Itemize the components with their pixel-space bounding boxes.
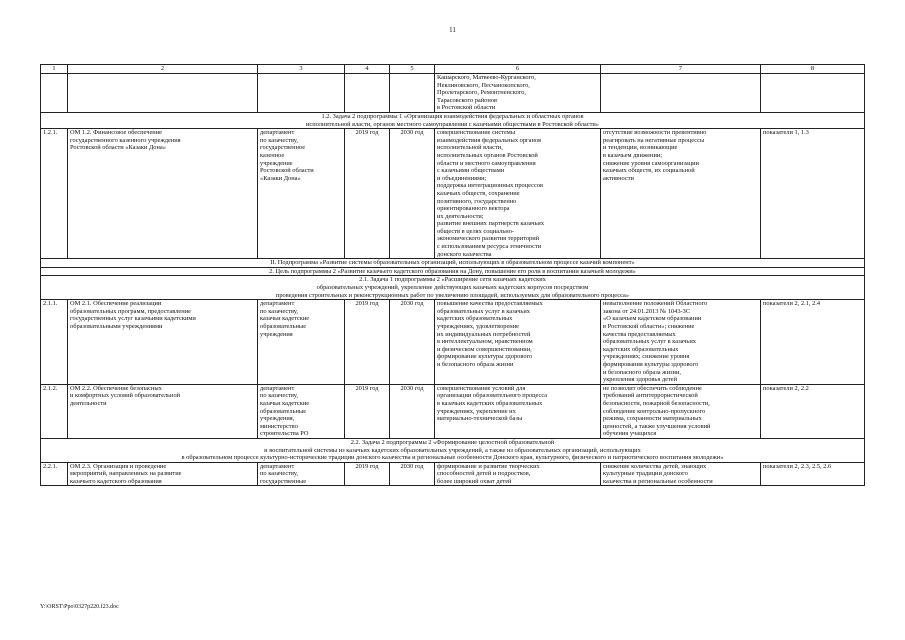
measure-name: ОМ 2.1. Обеспечение реализации образовательных программ, предоставление государственных услуг казачьими кадетскими образовательными учреждениями [68, 300, 258, 385]
continued-result-cell: Кашарского, Матвеево-Курганского, Неклиновского, Песчанокопского, Пролетарского, Ремонтненского, Тарасовского районов в Ростовской области [435, 74, 601, 113]
table-row [41, 300, 865, 385]
executor: департамент по казачеству, государственные [258, 462, 345, 486]
expected-result: совершенствование условий для организации образовательного процесса в казачьих кадетских образовательных учреждениях, укрепление их материально-технической базы [435, 384, 601, 438]
end-year: 2030 год [390, 129, 435, 259]
page-number: 11 [449, 26, 456, 34]
start-year: 2019 год [345, 462, 390, 486]
column-number: 4 [345, 65, 390, 74]
executor: департамент по казачеству, казачьи кадетские образовательные учреждения, министерство строительства РО [258, 384, 345, 438]
table-row [41, 384, 865, 438]
non-implementation-consequences: невыполнение положений Областного закона от 24.01.2013 № 1043-ЗС «О казачьем кадетском образовании в Ростовской области»; снижение качества предоставляемых образовательных услуг в казачьих кадетских образовательных учреждениях; снижение уровня формирования культуры здорового и безопасного образа жизни, укрепления здоровья детей [601, 300, 761, 385]
goal-heading: 2. Цель подпрограммы 2 «Развитие казачьего кадетского образования на Дону, повышение его роли в воспитании казачьей молодежи» [41, 267, 865, 276]
related-indicators: показатели 2, 2.2 [761, 384, 865, 438]
column-number: 3 [258, 65, 345, 74]
start-year: 2019 год [345, 300, 390, 385]
column-number: 5 [390, 65, 435, 74]
section-row-task-1-2 [41, 112, 865, 128]
section-row-task-2-1 [41, 276, 865, 300]
section-row-task-2-2 [41, 438, 865, 462]
column-number: 6 [435, 65, 601, 74]
section-row-subprogram-2 [41, 259, 865, 268]
table-row [41, 462, 865, 486]
section-row-goal-2 [41, 267, 865, 276]
non-implementation-consequences: отсутствие возможности превентивно реагировать на негативные процессы и тенденции, возникающие в казачьем движении; снижение уровня самоорганизации казачьих обществ, их социальной активности [601, 129, 761, 259]
row-number: 1.2.1. [41, 129, 68, 259]
measure-name: ОМ 2.3. Организация и проведение мероприятий, направленных на развитие казачьего кадетского образования [68, 462, 258, 486]
expected-result: совершенствование системы взаимодействия федеральных органов исполнительной власти, исполнительных органов Ростовской области и местного самоуправления с казачьими обществами и объединениями; поддержка интеграционных процессов казачьих обществ, сохранение позитивного, государственно ориентированного вектора их деятельности; развитие внешних партнерств казачьих обществ в целях социально- экономического развития территорий с использованием ресурса этничности донского казачества [435, 129, 601, 259]
related-indicators: показатели 2, 2.3, 2.5, 2.6 [761, 462, 865, 486]
expected-result: повышение качества предоставляемых образовательных услуг в казачьих кадетских образовательных учреждениях, удовлетворение их индивидуальных потребностей в интеллектуальном, нравственном и физическом совершенствовании, формирование культуры здорового и безопасного образа жизни [435, 300, 601, 385]
measure-name: ОМ 1.2. Финансовое обеспечение государственного казенного учреждения Ростовской области «Казаки Дона» [68, 129, 258, 259]
task-heading: 2.2. Задача 2 подпрограммы 2 «Формирование целостной образовательной и воспитательной системы из казачьих кадетских образовательных учреждений, а также из образовательных организаций, использующих в образовательном процессе культурно-исторические традиции донского казачества и региональные особенности Донского края, культурного, физического и патриотического воспитания молодежи» [41, 438, 865, 462]
end-year: 2030 год [390, 300, 435, 385]
end-year: 2030 год [390, 462, 435, 486]
column-number: 1 [41, 65, 68, 74]
table-row [41, 129, 865, 259]
subprogram-heading: II. Подпрограмма «Развитие системы образовательных организаций, использующих в образовательном процессе казачий компонент» [41, 259, 865, 268]
row-number: 2.1.2. [41, 384, 68, 438]
executor: департамент по казачеству, государственное казенное учреждение Ростовской области «Казаки Дона» [258, 129, 345, 259]
continued-row [41, 74, 865, 113]
task-heading: 1.2. Задача 2 подпрограммы 1 «Организация взаимодействия федеральных и областных органов исполнительной власти, органов местного самоуправления с казачьими обществами в Ростовской области» [41, 112, 865, 128]
task-heading: 2.1. Задача 1 подпрограммы 2 «Расширение сети казачьих кадетских образовательных учреждений, укрепление действующих казачьих кадетских корпусов посредством проведения строительных и реконструкционных работ по увеличению площадей, используемых для образовательного процесса» [41, 276, 865, 300]
non-implementation-consequences: снижение количества детей, знающих культурные традиции донского казачества и региональные особенности [601, 462, 761, 486]
end-year: 2030 год [390, 384, 435, 438]
non-implementation-consequences: не позволит обеспечить соблюдение требований антитеррористической безопасности, пожарной безопасности, соблюдение контрольно-пропускного режима, сохранности материальных ценностей, а также улучшения условий обучения учащихся [601, 384, 761, 438]
start-year: 2019 год [345, 129, 390, 259]
start-year: 2019 год [345, 384, 390, 438]
executor: департамент по казачеству, казачьи кадетские образовательные учреждения [258, 300, 345, 385]
related-indicators: показатели 2, 2.1, 2.4 [761, 300, 865, 385]
expected-result: формирование и развитие творческих способностей детей и подростков, более широкий охват детей [435, 462, 601, 486]
column-number: 2 [68, 65, 258, 74]
column-number: 7 [601, 65, 761, 74]
measure-name: ОМ 2.2. Обеспечение безопасных и комфортных условий образовательной деятельности [68, 384, 258, 438]
footer-file-path: Y:\ORST\Ppo\0327p220.f23.doc [40, 604, 119, 610]
related-indicators: показатели 1, 1.3 [761, 129, 865, 259]
column-number: 8 [761, 65, 865, 74]
row-number: 2.2.1. [41, 462, 68, 486]
column-number-row [41, 65, 865, 74]
measures-table [40, 64, 865, 486]
row-number: 2.1.1. [41, 300, 68, 385]
